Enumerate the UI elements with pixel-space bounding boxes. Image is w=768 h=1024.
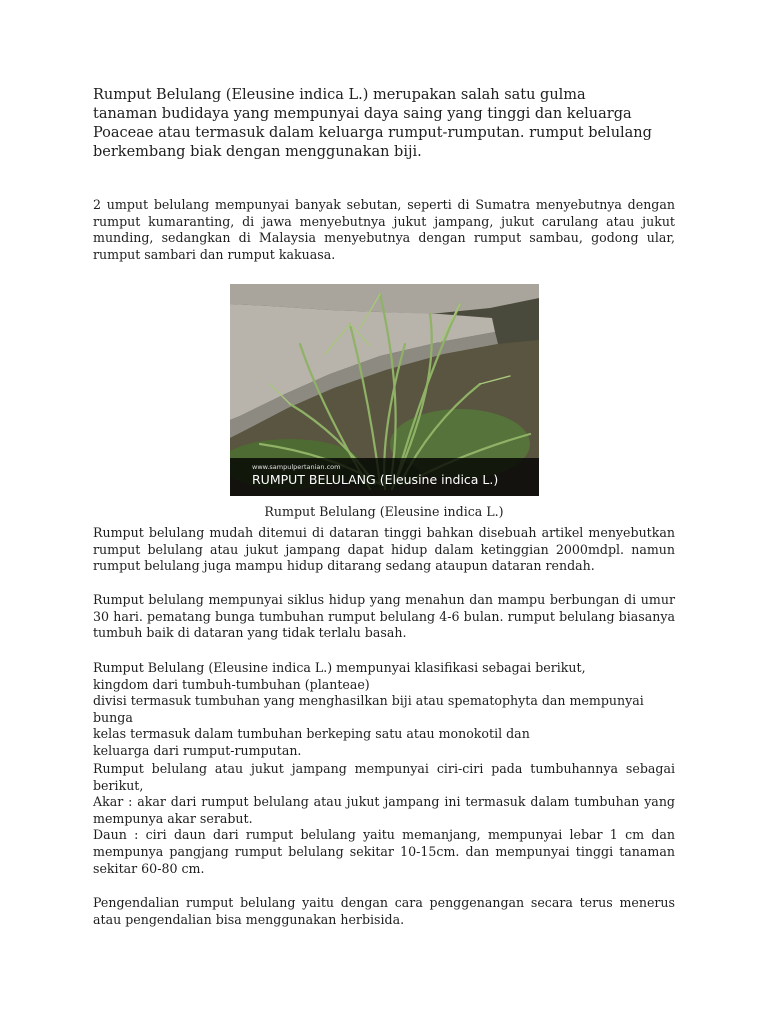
habitat-paragraph: Rumput belulang mudah ditemui di dataran tinggi bahkan disebuah artikel menyebutkan rumput belulang atau jukut jampang dapat hidup dalam ketinggian 2000mdpl. namun rumput belulang juga mampu hidup ditarang sedang ataupun dataran rendah. xyxy=(93,525,675,574)
traits-intro: Rumput belulang atau jukut jampang mempunyai ciri-ciri pada tumbuhannya sebagai berikut, xyxy=(93,761,675,793)
classification-family: keluarga dari rumput-rumputan. xyxy=(93,742,302,758)
figure-caption: Rumput Belulang (Eleusine indica L.) xyxy=(264,504,504,519)
names-paragraph: 2 umput belulang mempunyai banyak sebutan, seperti di Sumatra menyebutnya dengan rumput kumaranting, di jawa menyebutnya jukut jampang, jukut carulang atau jukut munding, sedangkan di Malaysia menyebutnya dengan rumput sambau, godong ular, rumput sambari dan rumput kakuasa. xyxy=(93,197,675,262)
photo-watermark: www.sampulpertanian.com xyxy=(252,463,341,471)
traits-block xyxy=(93,761,675,877)
photo-banner-title: RUMPUT BELULANG (Eleusine indica L.) xyxy=(252,472,499,487)
control-paragraph: Pengendalian rumput belulang yaitu dengan cara penggenangan secara terus menerus atau pengendalian bisa menggunakan herbisida. xyxy=(93,895,675,927)
classification-division: divisi termasuk tumbuhan yang menghasilkan biji atau spematophyta dan mempunyai bunga xyxy=(93,693,644,725)
intro-paragraph: Rumput Belulang (Eleusine indica L.) merupakan salah satu gulma tanaman budidaya yang mempunyai daya saing yang tinggi dan keluarga Poaceae atau termasuk dalam keluarga rumput-rumputan. rumput belulang berkembang biak dengan menggunakan biji. xyxy=(93,87,652,160)
traits-leaf: Daun : ciri daun dari rumput belulang yaitu memanjang, mempunyai lebar 1 cm dan mempunya pangjang rumput belulang sekitar 10-15cm. dan mempunyai tinggi tanaman sekitar 60-80 cm. xyxy=(93,827,675,876)
lifecycle-paragraph: Rumput belulang mempunyai siklus hidup yang menahun dan mampu berbungan di umur 30 hari. pematang bunga tumbuhan rumput belulang 4-6 bulan. rumput belulang biasanya tumbuh baik di dataran yang tidak terlalu basah. xyxy=(93,592,675,641)
classification-intro: Rumput Belulang (Eleusine indica L.) mempunyai klasifikasi sebagai berikut, xyxy=(93,660,586,675)
classification-class: kelas termasuk dalam tumbuhan berkeping satu atau monokotil dan xyxy=(93,726,530,742)
classification-kingdom: kingdom dari tumbuh-tumbuhan (planteae) xyxy=(93,676,370,692)
grass-photo-illustration xyxy=(230,284,539,496)
classification-block xyxy=(93,660,675,760)
grass-photo xyxy=(230,284,539,496)
traits-root: Akar : akar dari rumput belulang atau jukut jampang ini termasuk dalam tumbuhan yang mempunya akar serabut. xyxy=(93,794,675,826)
